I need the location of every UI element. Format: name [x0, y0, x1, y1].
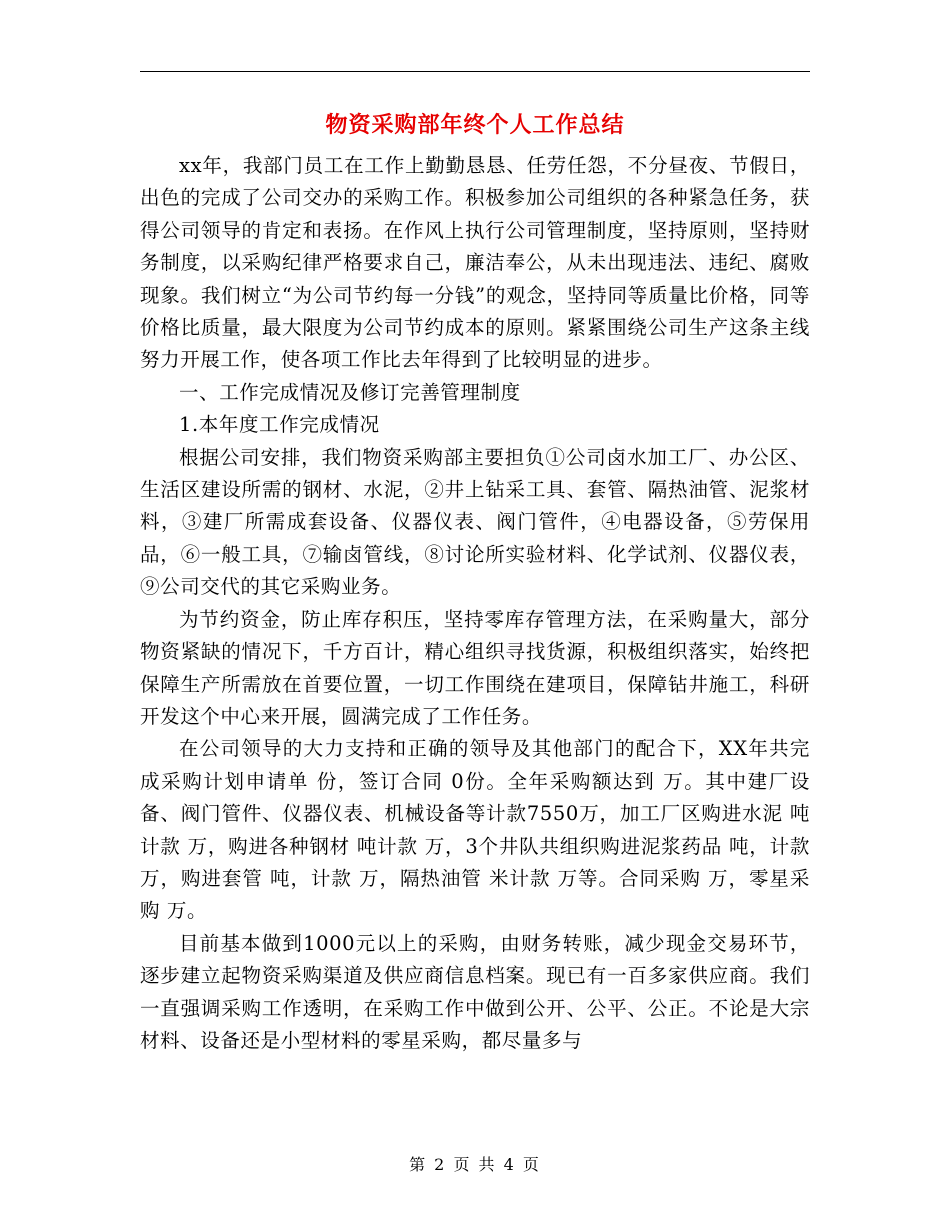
page-number: 第 2 页 共 4 页	[409, 1155, 541, 1174]
subsection-heading-1-1: 1.本年度工作完成情况	[179, 413, 380, 437]
header-rule	[140, 71, 810, 72]
document-title: 物资采购部年终个人工作总结	[325, 112, 625, 138]
paragraph-responsibilities: 根据公司安排，我们物资采购部主要担负①公司卤水加工厂、办公区、生活区建设所需的钢材、水泥，②井上钻采工具、套管、隔热油管、泥浆材料，③建厂所需成套设备、仪器仪表、阀门管件，④电器设备，⑤劳保用品，⑥一般工具，⑦输卤管线，⑧讨论所实验材料、化学试剂、仪器仪表，⑨公司交代的其它采购业务。	[140, 445, 810, 599]
paragraph-intro: xx年，我部门员工在工作上勤勤恳恳、任劳任怨，不分昼夜、节假日，出色的完成了公司交办的采购工作。积极参加公司组织的各种紧急任务，获得公司领导的肯定和表扬。在作风上执行公司管理制度，坚持原则，坚持财务制度，以采购纪律严格要求自己，廉洁奉公，从未出现违法、违纪、腐败现象。我们树立“为公司节约每一分钱”的观念，坚持同等质量比价格，同等价格比质量，最大限度为公司节约成本的原则。紧紧围绕公司生产这条主线努力开展工作，使各项工作比去年得到了比较明显的进步。	[140, 154, 810, 372]
section-heading-1: 一、工作完成情况及修订完善管理制度	[179, 380, 521, 404]
paragraph-transparency: 目前基本做到1000元以上的采购，由财务转账，减少现金交易环节，逐步建立起物资采购渠道及供应商信息档案。现已有一百多家供应商。我们一直强调采购工作透明，在采购工作中做到公开、公平、公正。不论是大宗材料、设备还是小型材料的零星采购，都尽量多与	[140, 931, 810, 1052]
paragraph-cost-saving: 为节约资金，防止库存积压，坚持零库存管理方法，在采购量大，部分物资紧缺的情况下，千方百计，精心组织寻找货源，积极组织落实，始终把保障生产所需放在首要位置，一切工作围绕在建项目，保障钻井施工，科研开发这个中心来开展，圆满完成了工作任务。	[140, 607, 810, 728]
document-body	[140, 150, 810, 1057]
paragraph-procurement-stats: 在公司领导的大力支持和正确的领导及其他部门的配合下，XX年共完成采购计划申请单 份，签订合同 0份。全年采购额达到 万。其中建厂设备、阀门管件、仪器仪表、机械设备等计款7550万，加工厂区购进水泥 吨计款 万，购进各种钢材 吨计款 万，3个井队共组织购进泥浆药品 吨，计款 万，购进套管 吨，计款 万，隔热油管 米计款 万等。合同采购 万，零星采购 万。	[140, 737, 810, 923]
